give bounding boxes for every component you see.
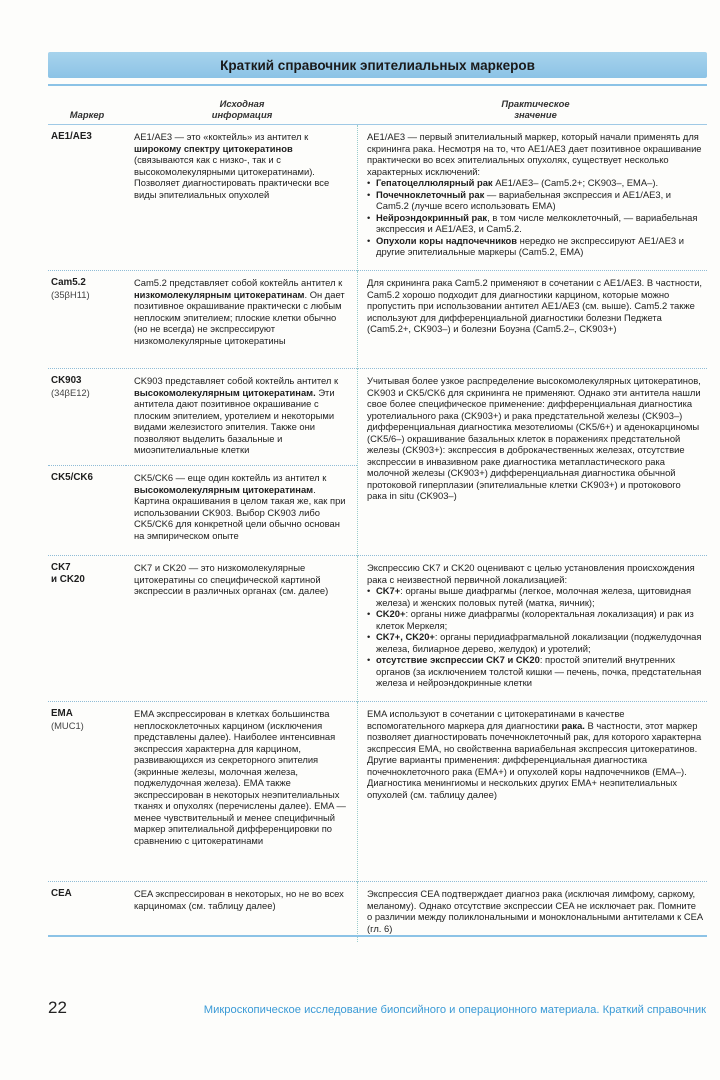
info-cell: Cam5.2 представляет собой коктейль антител к низкомолекулярным цитокератинам. Он дает позитивное окрашивание практически с любым неплоским эпителием; плоские клетки обычно (но не всегда) не экспрессируют низкомолекулярные цитокератины (126, 271, 358, 369)
value-cell: Учитывая более узкое распределение высокомолекулярных цитокератинов, CK903 и CK5/CK6 для скрининга не применяют. Однако эти антитела нашли свое более специфическое применение: дифференциальная диагностика уротелиального рака (CK903+) и рака предстательной железы (CK903–) дифференциальная диагностика мезотелиомы (CK5/6+) и аденокарциномы (CK5/6–) окрашивание базальных клеток в поражениях предстательной железы (CK903+): экспрессия в доброкачественных железах, отсутствие экспрессии в инвазивном раке диагностика метапластического рака молочной железы (CK903+) дифференциальная диагностика обычной протоковой гиперплазии (эпителиальные клетки CK903+) и протокового рака in situ (CK903–) (367, 375, 701, 501)
info-cell: CK903 представляет собой коктейль антител к высокомолекулярным цитокератинам. Эти антитела дают позитивное окрашивание с плоским эпителием, уротелием и некоторыми видами железистого эпителия. Также они позволяют выделить базальные и миоэпителиальные клетки (126, 369, 357, 466)
value-cell: EMA используют в сочетании с цитокератинами в качестве вспомогательного маркера для диагностики рака. В частности, этот маркер позволяет диагностировать почечноклеточный рак, для которого характерна экспрессия EMA, но свойственна вариабельная экспрессия цитокератинов. Другие варианты применения: дифференциальная диагностика почечноклеточного рака (EMA+) и опухолей коры надпочечников (EMA–). Диагностика менингиомы и нескольких других EMA+ неэпителиальных опухолей (см. таблицу далее) (367, 708, 702, 800)
page-number: 22 (48, 998, 67, 1017)
localization-list (367, 585, 703, 689)
list-item: • отсутствие экспрессии CK7 и CK20: простой эпителий внутренних органов (за исключением толстой кишки — печень, почка, предстательная железа и нейроэндокринные клетки (376, 654, 703, 689)
info-cell: EMA экспрессирован в клетках большинства неплоскоклеточных карцином (исключения представлены далее). Наиболее интенсивная экспрессия характерна для карцином, развивающихся из секреторного эпителия (экринные железы, молочная железа, поджелудочная железа). EMA также экспрессирован в некоторых неэпителиальных тканях и опухолях (перечислены далее). EMA — менее чувствительный и менее специфичный маркер эпителиальной дифференцировки по сравнению с цитокератинами (126, 702, 358, 882)
reference-page (48, 52, 707, 942)
table-title-text: Краткий справочник эпителиальных маркеров (220, 57, 535, 73)
marker-name: CK7 (51, 562, 71, 573)
list-item: • CK20+: органы ниже диафрагмы (колоректальная локализация) и рак из клеток Меркеля; (376, 608, 703, 631)
table-row-ae1ae3 (48, 125, 707, 271)
value-cell: Для скрининга рака Cam5.2 применяют в сочетании с AE1/AE3. В частности, Cam5.2 хорошо подходит для диагностики карцином, которые можно пропустить при использовании антител AE1/AE3 (см. выше). Cam5.2 также используют для дифференциальной диагностики болезни Педжета (Cam5.2+, CK903–) и болезни Боуэна (Cam5.2–, CK903+) (367, 277, 703, 334)
table-row-cea (48, 882, 707, 942)
info-cell: CK7 и CK20 — это низкомолекулярные цитокератины со специфической картиной экспрессии в различных органах (см. далее) (126, 556, 358, 702)
clone-name: (MUC1) (51, 719, 84, 731)
list-item: • Опухоли коры надпочечников нередко не экспрессируют AE1/AE3 и другие эпителиальные маркеры (Cam5.2, EMA) (376, 235, 703, 258)
header-info: Исходная информация (211, 98, 273, 120)
list-item: • Гепатоцеллюлярный рак AE1/AE3– (Cam5.2+; CK903–, EMA–). (376, 177, 703, 189)
marker-name: EMA (51, 708, 73, 719)
value-cell: Экспрессию CK7 и CK20 оценивают с целью установления происхождения рака с неизвестной первичной локализацией: • CK7+: органы выше диафрагмы (легкое, молочная железа, щитовидная железа) и женских половых путей (матка, яичник); • CK20+: органы ниже диафрагмы (колоректальная локализация) и рак из клеток Меркеля; • CK7+, CK20+: органы перидиафрагмальной локализации (поджелудочная железа, билиарное дерево, желудок) и уротелий; • отсутствие экспрессии CK7 и CK20: простой эпителий внутренних органов (за исключением толстой кишки — печень, почка, предстательная железа и нейроэндокринные клетки (358, 556, 707, 702)
table-row-ck903-ck56 (48, 369, 707, 556)
header-marker: Маркер (69, 109, 105, 120)
list-item: • CK7+, CK20+: органы перидиафрагмальной локализации (поджелудочная железа, билиарное дерево, желудок) и уротелий; (376, 631, 703, 654)
table-row-cam52 (48, 271, 707, 369)
exceptions-list (367, 177, 703, 258)
running-footer-title: Микроскопическое исследование биопсийного и операционного материала. Краткий справочник (203, 1004, 706, 1016)
column-headers (48, 86, 707, 125)
table-row-ck7-ck20 (48, 556, 707, 702)
list-item: • CK7+: органы выше диафрагмы (легкое, молочная железа, щитовидная железа) и женских половых путей (матка, яичник); (376, 585, 703, 608)
value-cell: Экспрессия CEA подтверждает диагноз рака (исключая лимфому, саркому, меланому). Однако отсутствие экспрессии CEA не исключает рак. Помните о различии между поликлональными и моноклональными антителами к CEA (гл. 6) (367, 888, 703, 934)
value-cell: AE1/AE3 — первый эпителиальный маркер, который начали применять для скрининга рака. Несмотря на то, что AE1/AE3 дает позитивное окрашивание практически во всех эпителиальных опухолях, существует несколько характерных исключений: • Гепатоцеллюлярный рак AE1/AE3– (Cam5.2+; CK903–, EMA–). • Почечноклеточный рак — вариабельная экспрессия и AE1/AE3, и Cam5.2 (лучше всего использовать EMA) • Нейроэндокринный рак, в том числе мелкоклеточный, — вариабельная экспрессия и AE1/AE3, и Cam5.2. • Опухоли коры надпочечников нередко не экспрессируют AE1/AE3 и другие эпителиальные маркеры (Cam5.2, EMA) (358, 125, 707, 271)
marker-name: и CK20 (51, 573, 85, 585)
marker-name: CEA (51, 888, 72, 899)
table-row-ema (48, 702, 707, 882)
info-cell: CK5/CK6 — еще один коктейль из антител к высокомолекулярным цитокератинам. Картина окрашивания в целом такая же, как при использовании CK903. Выбор CK903 либо CK5/CK6 для конкретной цели обычно основан на эмпирическом опыте (134, 472, 346, 541)
info-cell: AE1/AE3 — это «коктейль» из антител к широкому спектру цитокератинов (связываются как с низко-, так и с высокомолекулярными цитокератинами). Позволяет диагностировать практически все виды эпителиальных опухолей (126, 125, 358, 271)
info-cell: CEA экспрессирован в некоторых, но не во всех карциномах (см. таблицу далее) (126, 882, 358, 942)
header-value: Практическое значение (501, 98, 570, 120)
list-item: • Нейроэндокринный рак, в том числе мелкоклеточный, — вариабельная экспрессия и AE1/AE3, и Cam5.2. (376, 212, 703, 235)
bottom-rule (48, 935, 707, 937)
marker-name: Cam5.2 (51, 277, 86, 288)
table-title (48, 52, 707, 78)
list-item: • Почечноклеточный рак — вариабельная экспрессия и AE1/AE3, и Cam5.2 (лучше всего использовать EMA) (376, 189, 703, 212)
marker-name: CK5/CK6 (51, 472, 93, 483)
clone-name: (34βE12) (51, 386, 90, 398)
page-footer (48, 998, 706, 1018)
clone-name: (35βH11) (51, 288, 90, 300)
marker-name: AE1/AE3 (51, 131, 92, 142)
marker-name: CK903 (51, 375, 82, 386)
